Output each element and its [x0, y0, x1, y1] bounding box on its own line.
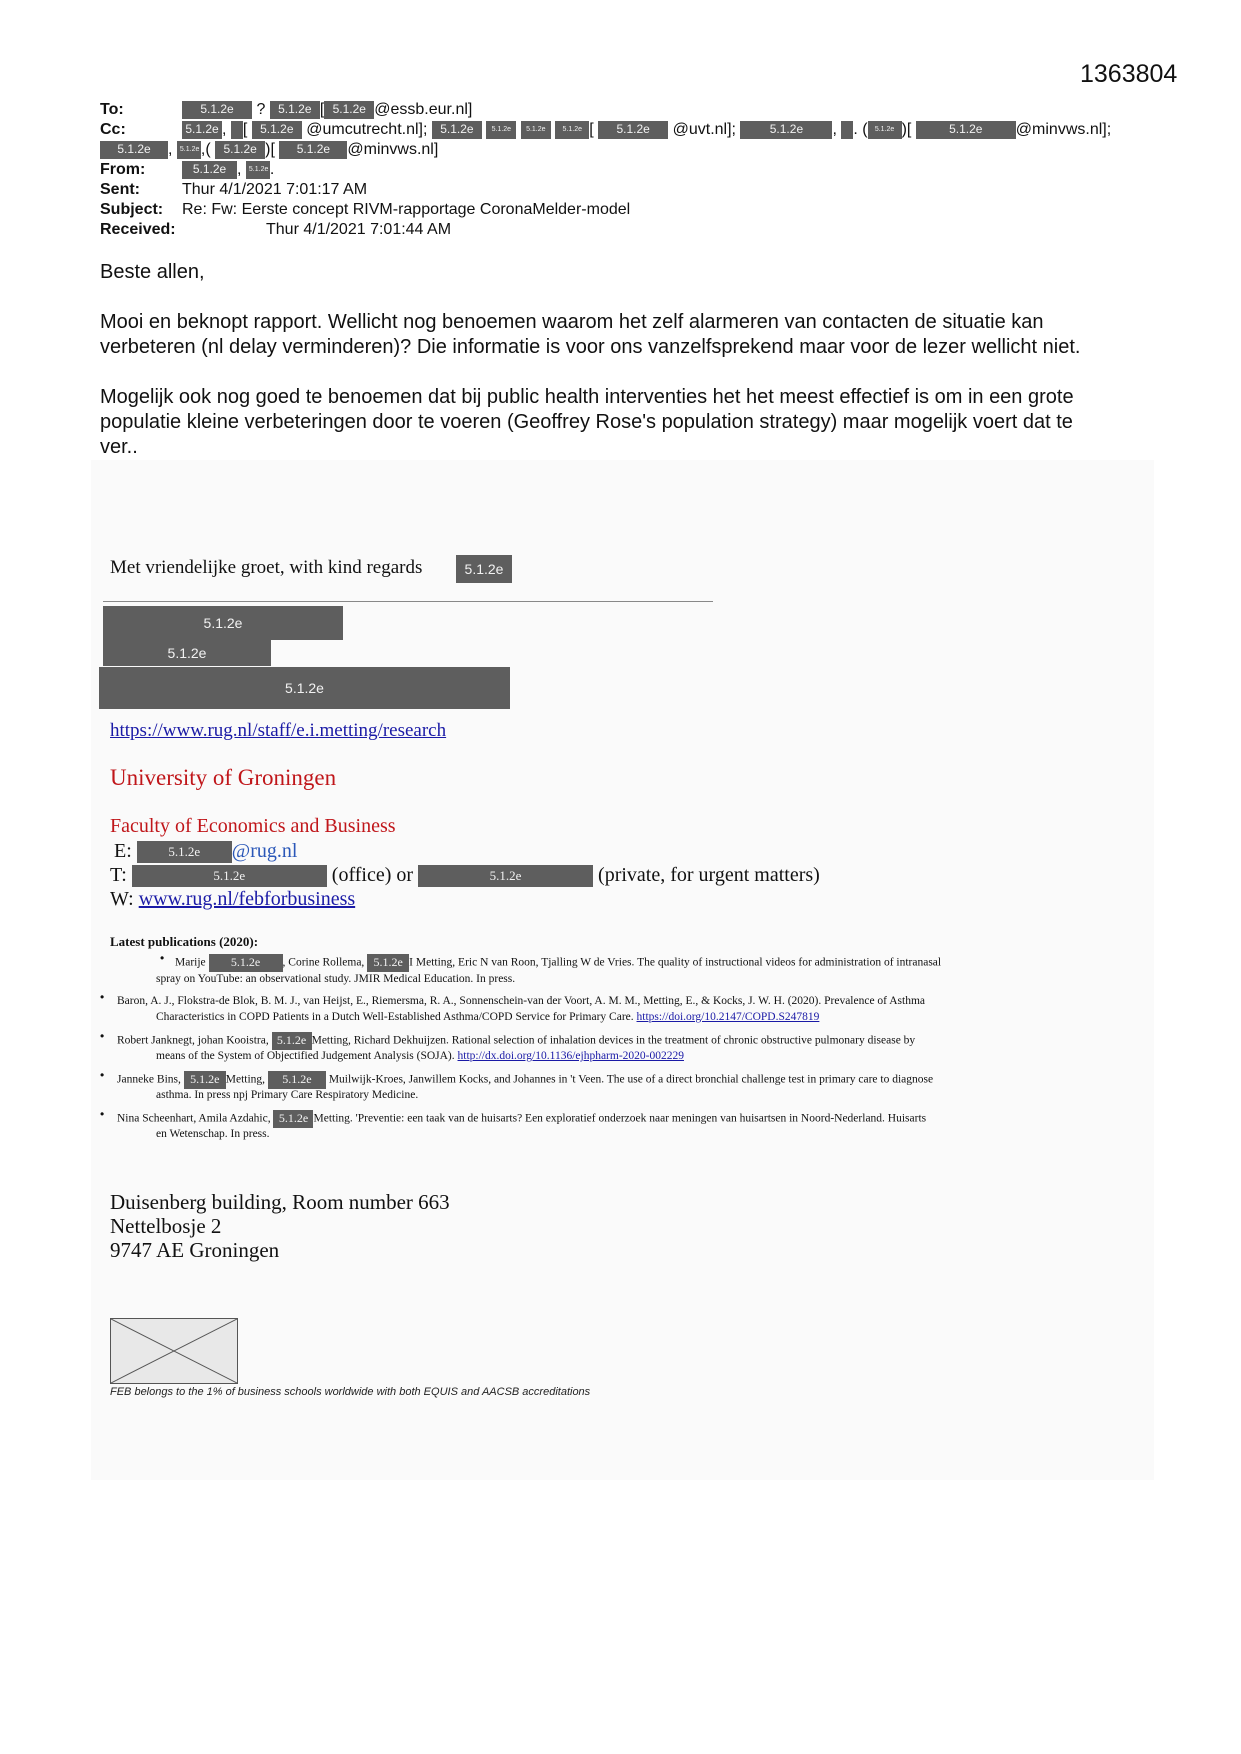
- subject-value: Re: Fw: Eerste concept RIVM-rapportage CoronaMelder-model: [182, 201, 631, 218]
- cc-value-line1: 5.1.2e , [ 5.1.2e @umcutrecht.nl]; 5.1.2e 5.1.2e 5.1.2e 5.1.2e [ 5.1.2e @uvt.nl]; 5.1.2e , . ( 5.1.2e )[ 5.1.2e @minvws.nl];: [182, 120, 1111, 140]
- redaction: 5.1.2e: [215, 141, 265, 159]
- redaction: 5.1.2e: [521, 121, 551, 139]
- redaction: 5.1.2e: [103, 606, 343, 640]
- redaction: 5.1.2e: [432, 121, 482, 139]
- from-value: 5.1.2e , 5.1.2e.: [182, 160, 274, 180]
- research-link[interactable]: [110, 720, 446, 742]
- to-value: 5.1.2e ? 5.1.2e [ 5.1.2e @essb.eur.nl]: [182, 100, 472, 120]
- t-label: T:: [110, 864, 127, 886]
- cc-domain-uvt: @uvt.nl];: [672, 121, 736, 138]
- redaction: 5.1.2e: [268, 1071, 326, 1089]
- redaction: 5.1.2e: [103, 640, 271, 666]
- redaction: 5.1.2e: [868, 121, 902, 139]
- pub4-part: Janneke Bins,: [117, 1073, 181, 1086]
- paragraph-1-line-1: Mooi en beknopt rapport. Wellicht nog benoemen waarom het zelf alarmeren van contacten de situatie kan: [100, 311, 1044, 333]
- address-line-1: Duisenberg building, Room number 663: [110, 1190, 450, 1214]
- redaction: 5.1.2e: [100, 141, 168, 159]
- web-line: [110, 888, 355, 911]
- redaction: 5.1.2e: [184, 1071, 226, 1089]
- bullet: •: [100, 1107, 105, 1121]
- document-id: 1363804: [1080, 60, 1178, 88]
- bullet: •: [100, 990, 105, 1004]
- e-label: E:: [114, 840, 132, 862]
- redaction: 5.1.2e: [177, 141, 201, 159]
- redaction: 5.1.2e: [740, 121, 832, 139]
- email-domain: @rug.nl: [231, 840, 298, 862]
- redaction: 5.1.2e: [486, 121, 516, 139]
- office-text: (office) or: [331, 864, 414, 886]
- redaction: 5.1.2e: [598, 121, 668, 139]
- pub3-part: Robert Janknegt, johan Kooistra,: [117, 1034, 269, 1047]
- private-text: (private, for urgent matters): [598, 864, 820, 886]
- publication-3-cont: [156, 1048, 684, 1064]
- university-name: University of Groningen: [110, 765, 337, 790]
- redaction: 5.1.2e: [270, 101, 320, 119]
- pub5-part: Metting. 'Preventie: een taak van de huisarts? Een exploratief onderzoek naar meningen van huisartsen in Noord-Nederland. Huisarts: [313, 1112, 927, 1125]
- pub1-part: I Metting, Eric N van Roon, Tjalling W de Vries. The quality of instructional videos for administration of intranasal: [409, 956, 942, 969]
- paragraph-2-line-1: Mogelijk ook nog goed te benoemen dat bij public health interventies het het meest effectief is om in een grote: [100, 386, 1074, 408]
- redaction: 5.1.2e: [182, 121, 222, 139]
- publication-4-cont: asthma. In press npj Primary Care Respiratory Medicine.: [156, 1089, 419, 1101]
- faculty-name: Faculty of Economics and Business: [110, 815, 396, 837]
- pub5-part: Nina Scheenhart, Amila Azdahic,: [117, 1112, 271, 1125]
- redaction: 5.1.2e: [182, 101, 252, 119]
- redaction: 5.1.2e: [252, 121, 302, 139]
- redaction: 5.1.2e: [272, 1032, 312, 1050]
- sent-value: Thur 4/1/2021 7:01:17 AM: [182, 181, 368, 198]
- paragraph-1-line-2: verbeteren (nl delay verminderen)? Die informatie is voor ons vanzelfsprekend maar voor de lezer wellicht niet.: [100, 336, 1081, 358]
- email-line: [114, 840, 297, 863]
- address-line-3: 9747 AE Groningen: [110, 1238, 280, 1262]
- accreditation-caption: FEB belongs to the 1% of business schools worldwide with both EQUIS and AACSB accreditations: [110, 1386, 591, 1398]
- publication-1-cont: spray on YouTube: an observational study. JMIR Medical Education. In press.: [156, 973, 516, 985]
- sent-label: Sent:: [100, 181, 140, 198]
- cc-domain-umc: @umcutrecht.nl];: [306, 121, 428, 138]
- pub3-doi-link[interactable]: http://dx.doi.org/10.1136/ejhpharm-2020-002229: [457, 1050, 684, 1062]
- redaction: 5.1.2e: [246, 161, 270, 179]
- cc-label: Cc:: [100, 121, 126, 138]
- redaction: 5.1.2e: [456, 555, 512, 583]
- redaction: 5.1.2e: [916, 121, 1016, 139]
- phone-line: [110, 864, 820, 887]
- publication-5-cont: en Wetenschap. In press.: [156, 1128, 270, 1140]
- pub1-part: Marije: [175, 956, 206, 969]
- pub2-doi-link[interactable]: https://doi.org/10.2147/COPD.S247819: [636, 1011, 820, 1023]
- bullet: •: [100, 1068, 105, 1082]
- to-label: To:: [100, 101, 124, 118]
- redaction: 5.1.2e: [182, 161, 237, 179]
- redaction: [231, 121, 243, 139]
- broken-image-icon: [110, 1318, 238, 1384]
- pub3-part: means of the System of Objectified Judgement Analysis (SOJA).: [156, 1050, 455, 1062]
- to-domain: @essb.eur.nl]: [374, 101, 473, 118]
- publication-2-cont: [156, 1009, 819, 1025]
- pub1-part: , Corine Rollema,: [282, 956, 365, 969]
- redaction: 5.1.2e: [418, 865, 593, 887]
- pub4-part: Muilwijk-Kroes, Janwillem Kocks, and Johannes in 't Veen. The use of a direct bronchial challenge test in primary care to diagnose: [328, 1073, 934, 1086]
- received-value: Thur 4/1/2021 7:01:44 AM: [266, 221, 452, 238]
- publication-1: [175, 954, 941, 972]
- cc-domain-minvws-2: @minvws.nl]: [347, 141, 439, 158]
- web-url[interactable]: www.rug.nl/febforbusiness: [138, 888, 356, 910]
- received-label: Received:: [100, 221, 176, 238]
- paragraph-2-line-2: populatie kleine verbeteringen door te voeren (Geoffrey Rose's population strategy) maar mogelijk voert dat te: [100, 411, 1073, 433]
- divider: [103, 601, 713, 602]
- redaction: 5.1.2e: [99, 667, 510, 709]
- regards: Met vriendelijke groet, with kind regards: [110, 557, 423, 578]
- redaction: [841, 121, 853, 139]
- from-label: From:: [100, 161, 146, 178]
- pub4-part: Metting,: [225, 1073, 266, 1086]
- research-url[interactable]: https://www.rug.nl/staff/e.i.metting/research: [110, 720, 447, 741]
- cc-value-line2: 5.1.2e , 5.1.2e,( 5.1.2e )[ 5.1.2e @minvws.nl]: [100, 140, 438, 160]
- paragraph-2-line-3: ver..: [100, 436, 138, 458]
- redaction: 5.1.2e: [367, 954, 409, 972]
- redaction: 5.1.2e: [279, 141, 347, 159]
- subject-label: Subject:: [100, 201, 164, 218]
- publication-2: Baron, A. J., Flokstra-de Blok, B. M. J., van Heijst, E., Riemersma, R. A., Sonnenschein-van der Voort, A. M. M., Metting, E., & Kocks, J. W. H. (2020). Prevalence of Asthma: [117, 995, 926, 1007]
- pub3-part: Metting, Richard Dekhuijzen. Rational selection of inhalation devices in the treatment of chronic obstructive pulmonary disease by: [311, 1034, 916, 1047]
- pub2-part: Characteristics in COPD Patients in a Dutch Well-Established Asthma/COPD Service for Primary Care.: [156, 1011, 634, 1023]
- greeting: Beste allen,: [100, 261, 205, 283]
- redaction: 5.1.2e: [324, 101, 374, 119]
- redaction: 5.1.2e: [209, 954, 283, 972]
- w-label: W:: [110, 888, 134, 910]
- redaction: 5.1.2e: [132, 865, 327, 887]
- redaction: 5.1.2e: [137, 841, 232, 863]
- bullet: •: [100, 1029, 105, 1043]
- cc-domain-minvws: @minvws.nl];: [1015, 121, 1112, 138]
- redaction: 5.1.2e: [273, 1110, 313, 1128]
- address-line-2: Nettelbosje 2: [110, 1214, 222, 1238]
- publications-title: Latest publications (2020):: [110, 934, 259, 949]
- redaction: 5.1.2e: [555, 121, 589, 139]
- bullet: •: [160, 951, 165, 965]
